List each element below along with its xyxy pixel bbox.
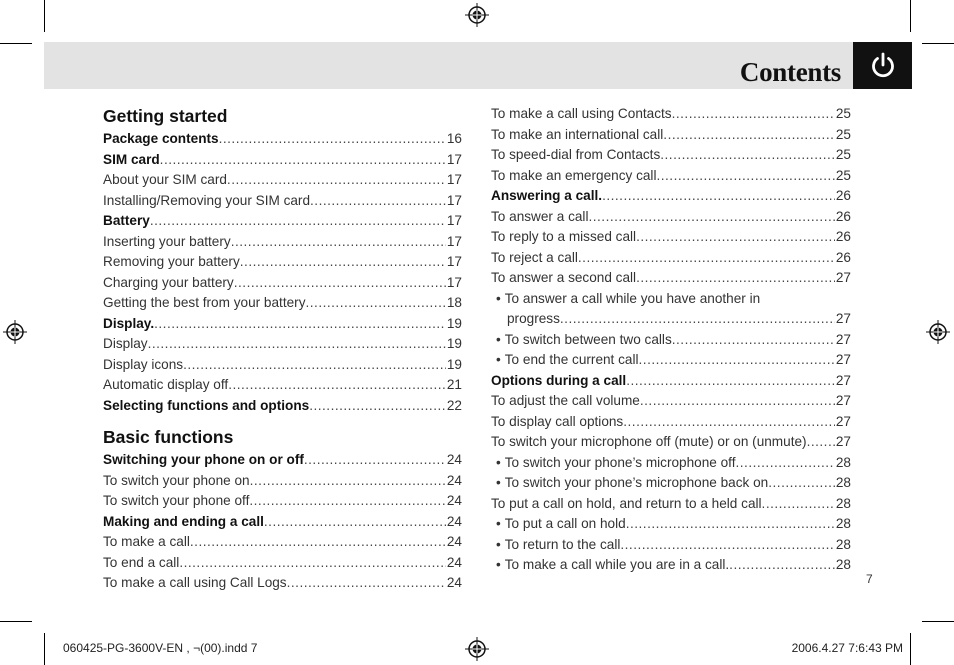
crop-mark xyxy=(922,43,954,44)
toc-entry-text: Charging your battery xyxy=(103,274,234,290)
toc-page-number: 26 xyxy=(835,208,851,224)
leader-dots xyxy=(179,553,446,574)
toc-page-number: 24 xyxy=(446,575,462,590)
toc-page-number: 19 xyxy=(446,356,462,372)
toc-page-number: 24 xyxy=(446,472,462,488)
toc-section-entry[interactable] xyxy=(103,129,462,150)
toc-page-number: 17 xyxy=(446,233,462,249)
toc-entry-text: To answer a call xyxy=(491,208,589,224)
bullet-icon: • xyxy=(496,331,501,347)
toc-entry-label xyxy=(103,471,250,492)
toc-entry-label xyxy=(103,314,154,335)
toc-page-number: 19 xyxy=(446,315,462,331)
toc-entry[interactable] xyxy=(491,104,851,125)
crop-mark xyxy=(0,621,32,622)
toc-entry-text: progress xyxy=(507,311,560,326)
toc-entry-label xyxy=(103,150,160,171)
toc-entry[interactable] xyxy=(491,248,851,269)
bullet-icon: • xyxy=(496,290,501,306)
footer-file-info: 060425-PG-3600V-EN , ¬(00).indd 7 xyxy=(63,641,258,655)
bullet-icon: • xyxy=(496,516,501,531)
toc-entry-text: Display xyxy=(103,336,148,351)
toc-entry-text: To reply to a missed call xyxy=(491,229,637,244)
toc-entry-text: Display. xyxy=(103,315,155,331)
toc-entry-text: To return to the call xyxy=(504,536,621,552)
leader-dots xyxy=(234,273,446,294)
leader-dots xyxy=(807,432,835,453)
toc-entry-text: To reject a call xyxy=(491,249,578,265)
toc-entry[interactable] xyxy=(103,532,462,553)
leader-dots xyxy=(588,207,834,228)
toc-page-number: 22 xyxy=(446,397,462,413)
crop-mark xyxy=(44,0,45,32)
toc-section-entry[interactable] xyxy=(103,314,462,335)
toc-entry-label xyxy=(491,432,807,453)
leader-dots xyxy=(310,191,446,212)
toc-left-column xyxy=(103,103,462,594)
toc-entry-text: Options during a call xyxy=(491,372,627,388)
toc-entry-text: Switching your phone on or off xyxy=(103,452,304,467)
toc-section-entry[interactable] xyxy=(491,371,851,392)
toc-entry-text: To switch your phone off xyxy=(103,493,250,508)
toc-entry-label xyxy=(103,273,234,294)
leader-dots xyxy=(640,391,835,412)
toc-page-number: 25 xyxy=(835,147,851,162)
toc-section-entry[interactable] xyxy=(491,186,851,207)
leader-dots xyxy=(287,573,446,594)
leader-dots xyxy=(620,535,835,556)
toc-entry-label xyxy=(505,514,626,535)
toc-entry-text: Battery xyxy=(103,213,150,228)
toc-entry[interactable] xyxy=(103,471,462,492)
leader-dots xyxy=(762,494,835,515)
toc-entry-text: Selecting functions and options xyxy=(103,397,310,413)
toc-entry[interactable] xyxy=(103,232,462,253)
leader-dots xyxy=(623,412,835,433)
toc-entry-text: To end the current call xyxy=(504,352,639,367)
toc-entry-label xyxy=(491,207,588,228)
leader-dots xyxy=(249,491,446,512)
toc-entry[interactable] xyxy=(103,293,462,314)
toc-page-number: 24 xyxy=(446,493,462,508)
toc-entry-label xyxy=(491,227,636,248)
toc-entry-text: Inserting your battery xyxy=(103,233,231,249)
leader-dots xyxy=(240,252,446,273)
toc-entry[interactable] xyxy=(491,207,851,228)
toc-page-number: 28 xyxy=(835,495,851,511)
toc-entry-text: To make a call xyxy=(103,534,190,549)
leader-dots xyxy=(672,330,835,351)
toc-entry[interactable] xyxy=(103,252,462,273)
leader-dots xyxy=(227,170,446,191)
toc-page-number: 17 xyxy=(446,151,462,167)
leader-dots xyxy=(768,473,835,494)
toc-entry-label xyxy=(103,334,148,355)
toc-entry-label xyxy=(103,211,150,232)
toc-entry-label xyxy=(103,375,228,396)
toc-entry-text: To switch between two calls xyxy=(504,331,672,347)
toc-section-entry[interactable] xyxy=(103,450,462,471)
leader-dots xyxy=(560,309,835,330)
toc-entry-text: About your SIM card xyxy=(103,172,227,187)
toc-entry[interactable] xyxy=(103,375,462,396)
toc-entry-label xyxy=(103,293,306,314)
toc-entry-label xyxy=(491,248,578,269)
toc-page-number: 27 xyxy=(835,434,851,449)
toc-page-number: 25 xyxy=(835,106,851,121)
power-icon xyxy=(868,50,898,80)
leader-dots xyxy=(306,293,446,314)
toc-page-number: 17 xyxy=(446,172,462,187)
toc-section-entry[interactable] xyxy=(103,396,462,417)
page-title: Contents xyxy=(739,57,841,87)
leader-dots xyxy=(660,145,835,166)
toc-entry-label xyxy=(103,129,219,150)
registration-mark-icon xyxy=(926,320,950,344)
toc-entry-label xyxy=(103,191,310,212)
toc-entry-text: To adjust the call volume xyxy=(491,393,640,408)
leader-dots xyxy=(228,375,446,396)
toc-right-column xyxy=(491,104,851,576)
toc-page-number: 27 xyxy=(835,413,851,429)
leader-dots xyxy=(656,166,834,187)
toc-entry[interactable] xyxy=(491,555,851,576)
footer-timestamp: 2006.4.27 7:6:43 PM xyxy=(791,641,903,655)
toc-entry-label xyxy=(505,473,768,494)
toc-entry-text: To speed-dial from Contacts xyxy=(491,147,661,162)
toc-entry-label xyxy=(507,309,560,330)
toc-entry[interactable] xyxy=(103,170,462,191)
toc-page-number: 28 xyxy=(835,536,851,552)
toc-page-number: 24 xyxy=(446,534,462,549)
toc-entry-label xyxy=(103,512,264,533)
toc-entry-text: To make an emergency call xyxy=(491,167,657,183)
toc-entry[interactable] xyxy=(103,334,462,355)
toc-entry[interactable] xyxy=(491,309,851,330)
toc-entry-label xyxy=(103,491,249,512)
leader-dots xyxy=(639,350,835,371)
toc-entry[interactable] xyxy=(491,289,851,310)
crop-mark xyxy=(910,633,911,665)
leader-dots xyxy=(636,268,835,289)
leader-dots xyxy=(250,471,446,492)
toc-page-number: 21 xyxy=(446,377,462,392)
crop-mark xyxy=(0,43,32,44)
toc-entry-text: Package contents xyxy=(103,131,219,146)
toc-entry-text: To switch your phone’s microphone back on xyxy=(504,475,769,490)
toc-entry-label xyxy=(103,232,231,253)
toc-entry[interactable] xyxy=(491,145,851,166)
toc-entry-text: To make a call using Call Logs xyxy=(103,575,287,590)
toc-entry[interactable] xyxy=(491,412,851,433)
leader-dots xyxy=(602,186,835,207)
power-badge xyxy=(853,42,912,89)
toc-entry-label xyxy=(505,289,760,310)
leader-dots xyxy=(309,396,446,417)
bullet-icon: • xyxy=(496,454,501,470)
toc-page-number: 28 xyxy=(835,516,851,531)
toc-entry-label xyxy=(505,330,672,351)
toc-entry[interactable] xyxy=(491,227,851,248)
toc-entry-text: To switch your phone’s microphone off xyxy=(504,454,736,470)
toc-page-number: 27 xyxy=(835,393,851,408)
leader-dots xyxy=(190,532,446,553)
toc-entry-text: To display call options xyxy=(491,413,624,429)
toc-page-number: 17 xyxy=(446,254,462,269)
toc-page-number: 26 xyxy=(835,188,851,203)
toc-entry-text: To make a call while you are in a call. xyxy=(504,557,730,572)
toc-entry[interactable] xyxy=(491,494,851,515)
toc-entry-label xyxy=(491,391,640,412)
registration-mark-icon xyxy=(3,320,27,344)
toc-entry-text: To put a call on hold xyxy=(504,516,626,531)
toc-entry[interactable] xyxy=(103,191,462,212)
toc-page-number: 26 xyxy=(835,229,851,244)
toc-page-number: 27 xyxy=(835,311,851,326)
toc-entry-label xyxy=(491,166,656,187)
leader-dots xyxy=(729,555,835,576)
toc-entry-label xyxy=(103,450,304,471)
toc-page-number: 27 xyxy=(835,352,851,367)
toc-page-number: 24 xyxy=(446,513,462,529)
toc-page-number: 17 xyxy=(446,274,462,290)
toc-entry-text: To answer a second call xyxy=(491,270,637,285)
crop-mark xyxy=(910,0,911,32)
toc-entry-text: Answering a call. xyxy=(491,188,603,203)
toc-entry-label xyxy=(491,104,672,125)
toc-entry[interactable] xyxy=(103,573,462,594)
toc-entry[interactable] xyxy=(491,432,851,453)
bullet-icon: • xyxy=(496,475,501,490)
toc-entry-label xyxy=(505,453,736,474)
leader-dots xyxy=(154,314,446,335)
toc-page-number: 24 xyxy=(446,452,462,467)
toc-section-entry[interactable] xyxy=(103,512,462,533)
toc-entry-label xyxy=(103,553,179,574)
toc-entry-text: To answer a call while you have another in xyxy=(504,290,761,306)
leader-dots xyxy=(264,512,446,533)
toc-entry-text: To switch your phone on xyxy=(103,472,250,488)
toc-entry[interactable] xyxy=(103,355,462,376)
toc-entry-label xyxy=(505,350,639,371)
toc-page-number: 28 xyxy=(835,454,851,470)
toc-page-number: 27 xyxy=(835,372,851,388)
toc-entry[interactable] xyxy=(491,268,851,289)
toc-entry-text: Removing your battery xyxy=(103,254,240,269)
toc-entry-label xyxy=(491,494,762,515)
toc-page-number: 25 xyxy=(835,167,851,183)
toc-page-number: 24 xyxy=(446,554,462,570)
toc-entry-label xyxy=(491,371,626,392)
toc-entry[interactable] xyxy=(103,553,462,574)
section-heading: Getting started xyxy=(103,106,228,126)
toc-page-number: 18 xyxy=(446,295,462,310)
leader-dots xyxy=(672,104,835,125)
toc-entry-label xyxy=(491,125,663,146)
leader-dots xyxy=(636,227,835,248)
toc-entry-text: To make a call using Contacts xyxy=(491,106,672,121)
leader-dots xyxy=(736,453,835,474)
bullet-icon: • xyxy=(496,557,501,572)
toc-entry-label xyxy=(103,170,227,191)
toc-section-entry[interactable] xyxy=(103,150,462,171)
toc-entry-text: SIM card xyxy=(103,151,160,167)
toc-entry-label xyxy=(103,573,287,594)
page-number: 7 xyxy=(866,572,873,586)
leader-dots xyxy=(231,232,446,253)
toc-entry[interactable] xyxy=(103,491,462,512)
crop-mark xyxy=(44,633,45,665)
toc-entry-label xyxy=(491,186,602,207)
leader-dots xyxy=(148,334,446,355)
toc-entry[interactable] xyxy=(491,535,851,556)
toc-entry-label xyxy=(103,396,309,417)
toc-entry-text: Installing/Removing your SIM card xyxy=(103,192,311,208)
toc-entry-text: Getting the best from your battery xyxy=(103,295,306,310)
leader-dots xyxy=(219,129,446,150)
toc-page-number: 28 xyxy=(835,475,851,490)
toc-entry-text: To end a call xyxy=(103,554,180,570)
toc-entry-text: To make an international call xyxy=(491,126,664,142)
toc-page-number: 17 xyxy=(446,192,462,208)
toc-entry[interactable] xyxy=(491,391,851,412)
leader-dots xyxy=(626,371,835,392)
toc-entry[interactable] xyxy=(491,514,851,535)
toc-entry[interactable] xyxy=(491,453,851,474)
toc-entry[interactable] xyxy=(103,273,462,294)
leader-dots xyxy=(304,450,446,471)
leader-dots xyxy=(160,150,446,171)
toc-entry[interactable] xyxy=(491,350,851,371)
bullet-icon: • xyxy=(496,352,501,367)
toc-entry-text: Display icons xyxy=(103,356,184,372)
toc-page-number: 27 xyxy=(835,270,851,285)
leader-dots xyxy=(578,248,835,269)
crop-mark xyxy=(922,621,954,622)
section-heading: Basic functions xyxy=(103,427,234,447)
toc-entry[interactable] xyxy=(491,473,851,494)
toc-entry-label xyxy=(491,268,636,289)
toc-page-number: 28 xyxy=(835,557,851,572)
toc-entry-text: To put a call on hold, and return to a held call xyxy=(491,495,762,511)
leader-dots xyxy=(663,125,835,146)
toc-page-number: 19 xyxy=(446,336,462,351)
toc-entry-label xyxy=(103,252,240,273)
toc-entry-label xyxy=(505,555,729,576)
toc-entry-label xyxy=(505,535,621,556)
toc-page-number: 27 xyxy=(835,331,851,347)
toc-page-number: 17 xyxy=(446,213,462,228)
toc-page-number: 16 xyxy=(446,131,462,146)
toc-entry-label xyxy=(103,355,183,376)
toc-entry-text: Automatic display off xyxy=(103,377,229,392)
toc-section-entry[interactable] xyxy=(103,211,462,232)
toc-entry-text: Making and ending a call xyxy=(103,513,264,529)
leader-dots xyxy=(150,211,446,232)
toc-entry-label xyxy=(491,145,660,166)
toc-entry[interactable] xyxy=(491,330,851,351)
toc-entry-label xyxy=(491,412,623,433)
leader-dots xyxy=(183,355,446,376)
registration-mark-icon xyxy=(465,637,489,661)
toc-page-number: 26 xyxy=(835,249,851,265)
leader-dots xyxy=(626,514,835,535)
toc-entry-text: To switch your microphone off (mute) or on (unmute) xyxy=(491,434,807,449)
toc-entry[interactable] xyxy=(491,125,851,146)
registration-mark-icon xyxy=(465,3,489,27)
toc-page-number: 25 xyxy=(835,126,851,142)
bullet-icon: • xyxy=(496,536,501,552)
toc-entry-label xyxy=(103,532,190,553)
toc-entry[interactable] xyxy=(491,166,851,187)
